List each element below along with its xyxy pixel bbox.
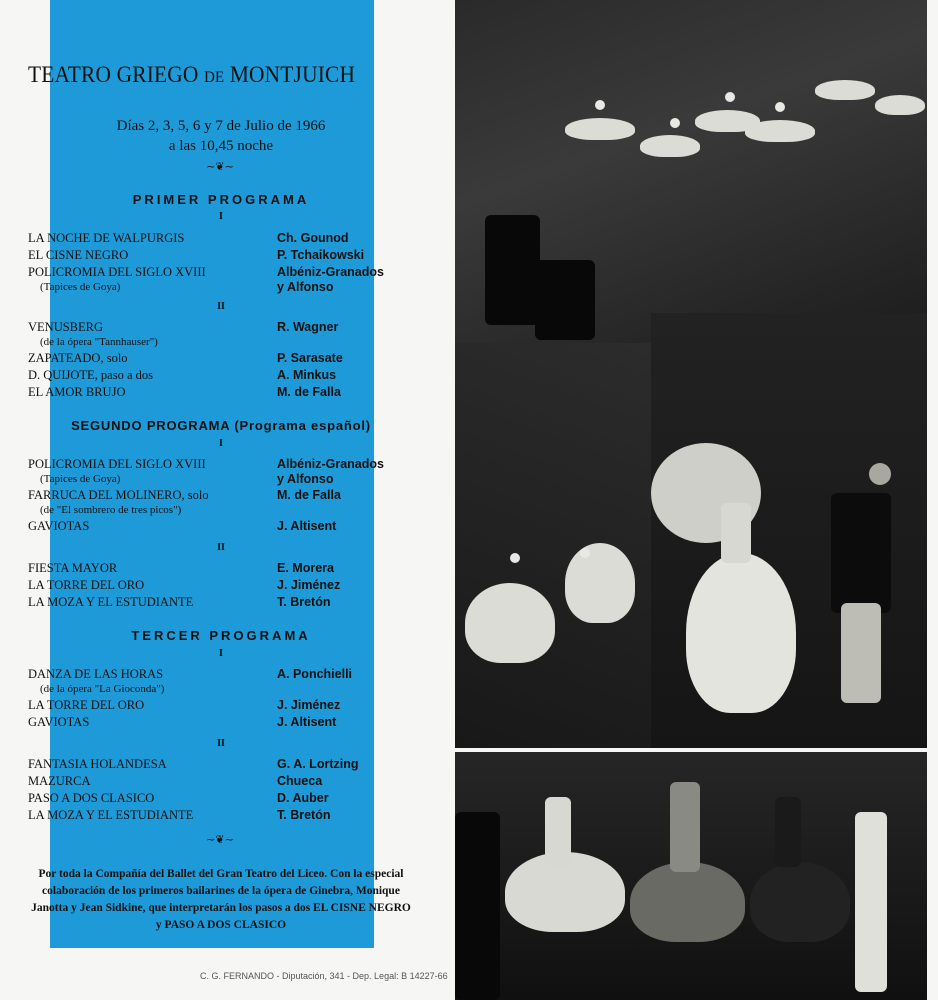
- dates-line: Días 2, 3, 5, 6 y 7 de Julio de 1966: [116, 118, 326, 134]
- program-item-composer: Ch. Gounod: [277, 231, 349, 245]
- program-item-work: D. QUIJOTE, paso a dos: [28, 368, 153, 382]
- program-item-composer: J. Jiménez: [277, 698, 341, 712]
- section-number: II: [217, 738, 225, 749]
- page-title: [28, 62, 400, 88]
- work-subtitle: (de la ópera "La Gioconda"): [40, 683, 165, 695]
- composer-line1: Albéniz-Granados: [277, 265, 384, 279]
- goya-dancers-photo: [651, 313, 927, 748]
- title-de: DE: [204, 69, 225, 86]
- program-item-work: PASO A DOS CLASICO: [28, 791, 155, 805]
- program-item-composer: Chueca: [277, 774, 323, 788]
- time-line: a las 10,45 noche: [168, 138, 274, 154]
- program-item-composer: M. de Falla: [277, 488, 341, 502]
- program-item-work: [28, 457, 273, 487]
- ballet-dancers-photo: [455, 343, 651, 748]
- section-number: I: [219, 438, 223, 449]
- program-item-work: LA MOZA Y EL ESTUDIANTE: [28, 808, 194, 822]
- performance-dates: [28, 116, 414, 156]
- company-note: Por toda la Compañía del Ballet del Gran Teatro del Liceo. Con la especial colaboración de los primeros bailarines de la ópera de Ginebra, Monique Janotta y Jean Sidkine, que interpretarán los pasos a dos EL CISNE NEGRO y PASO A DOS CLASICO: [31, 868, 411, 931]
- program-item-work: [28, 488, 273, 518]
- program-item-composer: T. Bretón: [277, 808, 331, 822]
- section-number: II: [217, 301, 225, 312]
- mazurka-dancers-photo: [455, 752, 927, 1000]
- program-item-work: EL CISNE NEGRO: [28, 248, 129, 262]
- composer-line2: y Alfonso: [277, 472, 334, 486]
- printer-credit: C. G. FERNANDO - Diputación, 341 - Dep. Legal: B 14227-66: [200, 971, 448, 981]
- program-item-composer: A. Ponchielli: [277, 667, 353, 681]
- program-item-composer: M. de Falla: [277, 385, 341, 399]
- section-number: I: [219, 211, 223, 222]
- program-item-composer: P. Tchaikowski: [277, 248, 365, 262]
- program-item-work: GAVIOTAS: [28, 715, 90, 729]
- work-subtitle: (Tapices de Goya): [40, 281, 121, 293]
- program-item-composer: R. Wagner: [277, 320, 339, 334]
- program-item-work: [28, 667, 273, 697]
- program-item-composer: G. A. Lortzing: [277, 757, 359, 771]
- program-item-work: [28, 265, 273, 295]
- program-item-composer: P. Sarasate: [277, 351, 343, 365]
- work-title: DANZA DE LAS HORAS: [28, 667, 164, 681]
- program-item-work: [28, 320, 273, 350]
- title-part1: TEATRO GRIEGO: [28, 62, 205, 87]
- program-item-composer: A. Minkus: [277, 368, 337, 382]
- work-subtitle: (de la ópera "Tannhauser"): [40, 336, 158, 348]
- program-item-composer: E. Morera: [277, 561, 334, 575]
- program-item-work: LA TORRE DEL ORO: [28, 578, 145, 592]
- work-title: FARRUCA DEL MOLINERO, solo: [28, 488, 209, 502]
- work-subtitle: (Tapices de Goya): [40, 473, 121, 485]
- program-title: PRIMER PROGRAMA: [132, 192, 310, 207]
- program-item-composer: D. Auber: [277, 791, 329, 805]
- program-item-work: MAZURCA: [28, 774, 91, 788]
- program-item-work: ZAPATEADO, solo: [28, 351, 128, 365]
- program-title: TERCER PROGRAMA: [131, 628, 311, 643]
- program-item-composer: J. Jiménez: [277, 578, 341, 592]
- program-item-work: EL AMOR BRUJO: [28, 385, 126, 399]
- section-number: II: [217, 542, 225, 553]
- program-item-composer: T. Bretón: [277, 595, 331, 609]
- program-item-work: FANTASIA HOLANDESA: [28, 757, 167, 771]
- work-title: POLICROMIA DEL SIGLO XVIII: [28, 457, 206, 471]
- work-title: VENUSBERG: [28, 320, 104, 334]
- program-item-work: GAVIOTAS: [28, 519, 90, 533]
- work-title: POLICROMIA DEL SIGLO XVIII: [28, 265, 206, 279]
- composer-line1: Albéniz-Granados: [277, 457, 384, 471]
- program-item-composer: [277, 265, 384, 295]
- program-item-composer: J. Altisent: [277, 715, 337, 729]
- title-part2: MONTJUICH: [224, 62, 356, 87]
- program-item-work: FIESTA MAYOR: [28, 561, 118, 575]
- program-item-work: LA TORRE DEL ORO: [28, 698, 145, 712]
- composer-line2: y Alfonso: [277, 280, 334, 294]
- section-number: I: [219, 648, 223, 659]
- program-text-column: [0, 0, 450, 1000]
- program-item-work: LA MOZA Y EL ESTUDIANTE: [28, 595, 194, 609]
- program-item-composer: J. Altisent: [277, 519, 337, 533]
- program-item-work: LA NOCHE DE WALPURGIS: [28, 231, 185, 245]
- swan-lake-photo: [455, 0, 927, 343]
- program-title: SEGUNDO PROGRAMA (Programa español): [71, 418, 371, 433]
- ornament-icon: ~❦~: [206, 833, 234, 846]
- ornament-icon: ~❦~: [206, 160, 234, 173]
- program-item-composer: [277, 457, 384, 487]
- work-subtitle: (de "El sombrero de tres picos"): [40, 504, 182, 516]
